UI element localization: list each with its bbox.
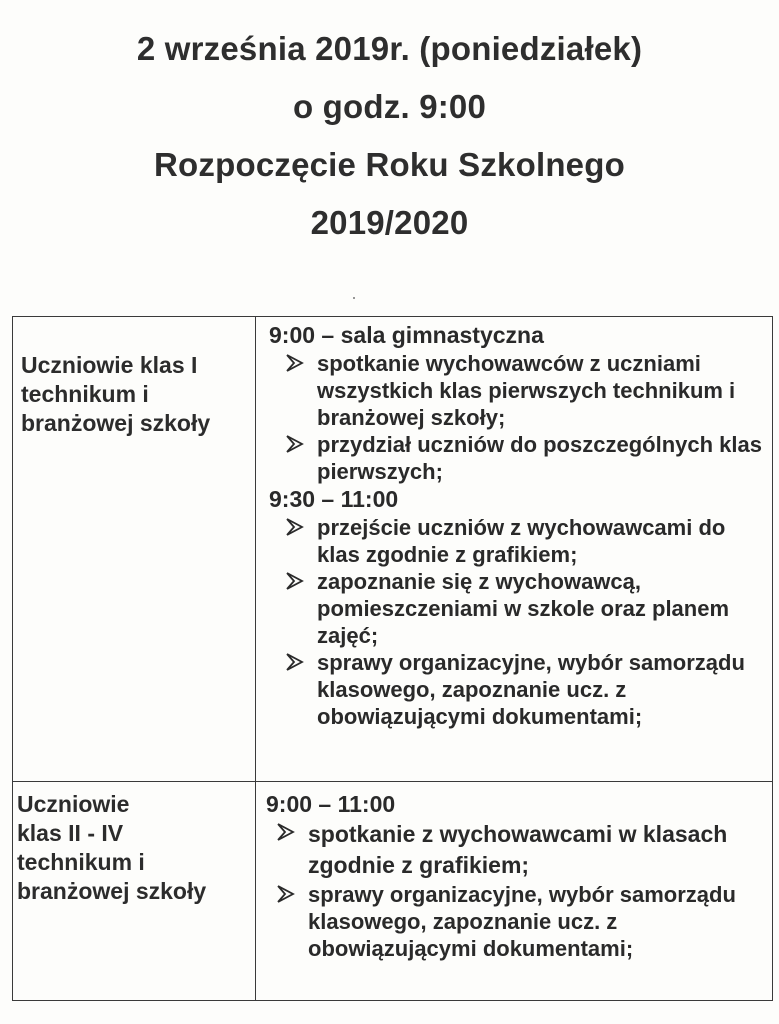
group-label: Uczniowie klas II - IV technikum i branżowej szkoły: [17, 791, 207, 904]
event-title: Rozpoczęcie Roku Szkolnego: [154, 146, 625, 183]
arrow-right-outline-icon: [285, 570, 305, 592]
list-item: [277, 568, 766, 649]
slot-time: 9:30 – 11:00: [269, 486, 399, 512]
slot-time: 9:00 – sala gimnastyczna: [269, 322, 544, 348]
date-heading: 2 września 2019r. (poniedziałek): [136, 30, 643, 67]
list-item: [277, 649, 766, 730]
schedule-cell: [256, 782, 773, 1001]
item-list: [269, 350, 766, 485]
table-row: [13, 782, 773, 1001]
school-year: 2019/2020: [310, 204, 469, 241]
scan-speck: [353, 297, 355, 299]
item-text: spotkanie z wychowawcami w klasach zgodnie z grafikiem;: [308, 821, 728, 878]
item-text: sprawy organizacyjne, wybór samorządu klasowego, zapoznanie ucz. z obowiązującymi dokumentami;: [308, 882, 736, 961]
arrow-right-outline-icon: [276, 883, 296, 905]
item-list: [269, 514, 766, 730]
item-text: zapoznanie się z wychowawcą, pomieszczeniami w szkole oraz planem zajęć;: [317, 569, 730, 648]
announcement-header: [0, 20, 779, 252]
list-item: [268, 819, 766, 881]
arrow-right-outline-icon: [285, 651, 305, 673]
arrow-right-outline-icon: [276, 821, 296, 843]
item-text: spotkanie wychowawców z uczniami wszystkich klas pierwszych technikum i branżowej szkoły;: [317, 351, 736, 430]
list-item: [277, 431, 766, 485]
schedule-table: [12, 316, 773, 1001]
arrow-right-outline-icon: [285, 516, 305, 538]
group-label: Uczniowie klas I technikum i branżowej szkoły: [21, 352, 211, 436]
item-list: [266, 819, 766, 881]
slot-time: 9:00 – 11:00: [266, 791, 396, 817]
group-cell: [13, 317, 256, 782]
table-row: [13, 317, 773, 782]
list-item: [268, 881, 766, 962]
item-text: sprawy organizacyjne, wybór samorządu klasowego, zapoznanie ucz. z obowiązującymi dokumentami;: [317, 650, 745, 729]
list-item: [277, 350, 766, 431]
group-cell: [13, 782, 256, 1001]
item-text: przejście uczniów z wychowawcami do klas zgodnie z grafikiem;: [317, 515, 726, 567]
schedule-cell: [256, 317, 773, 782]
item-text: przydział uczniów do poszczególnych klas pierwszych;: [317, 432, 762, 484]
item-list: [266, 881, 766, 962]
arrow-right-outline-icon: [285, 352, 305, 374]
arrow-right-outline-icon: [285, 433, 305, 455]
time-heading: o godz. 9:00: [292, 88, 487, 125]
list-item: [277, 514, 766, 568]
